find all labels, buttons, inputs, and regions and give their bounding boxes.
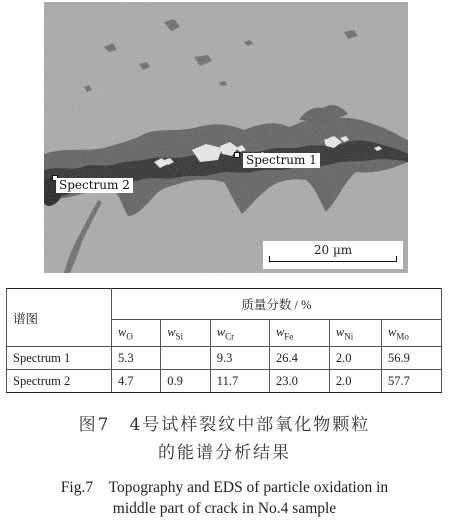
group-header: 质量分数 / % [112, 289, 442, 320]
col-header-fe: $w_{Fe}$ [269, 320, 329, 347]
cell-value: 23.0 [269, 370, 329, 393]
cell-value: 5.3 [112, 347, 161, 370]
caption-chinese-line-1: 图7 4号试样裂纹中部氧化物颗粒 [78, 415, 371, 435]
col-header-o: $w_O$ [112, 320, 161, 347]
eds-table [6, 288, 442, 393]
caption-english-line-2: middle part of crack in No.4 sample [112, 500, 337, 517]
cell-value: 26.4 [269, 347, 329, 370]
caption-chinese-line-2: 的能谱分析结果 [158, 443, 291, 463]
spectrum-1-marker [234, 152, 240, 158]
grain-texture [44, 2, 408, 273]
cell-value: 9.3 [210, 347, 269, 370]
cell-value: 0.9 [161, 370, 211, 393]
table-row [7, 347, 442, 370]
scale-bar [263, 241, 403, 269]
col-header-mo: $w_{Mo}$ [382, 320, 442, 347]
cell-value: 11.7 [210, 370, 269, 393]
row-header: 谱图 [7, 289, 112, 347]
cell-value [161, 347, 211, 370]
cell-value: 57.7 [382, 370, 442, 393]
cell-value: 56.9 [382, 347, 442, 370]
spectrum-1-label: Spectrum 1 [243, 153, 320, 168]
caption-english-line-1: Fig.7 Topography and EDS of particle oxidation in [60, 479, 389, 496]
cell-value: 2.0 [329, 370, 381, 393]
scale-bar-line [269, 261, 397, 262]
row-label: Spectrum 2 [7, 370, 112, 393]
cell-value: 2.0 [329, 347, 381, 370]
col-header-si: $w_{Si}$ [161, 320, 211, 347]
table-row [7, 370, 442, 393]
col-header-cr: $w_{Cr}$ [210, 320, 269, 347]
micrograph-image [44, 2, 408, 273]
cell-value: 4.7 [112, 370, 161, 393]
row-label: Spectrum 1 [7, 347, 112, 370]
col-header-ni: $w_{Ni}$ [329, 320, 381, 347]
sem-micrograph [44, 2, 408, 273]
scale-bar-label: 20 µm [313, 243, 353, 257]
spectrum-2-label: Spectrum 2 [56, 178, 133, 193]
